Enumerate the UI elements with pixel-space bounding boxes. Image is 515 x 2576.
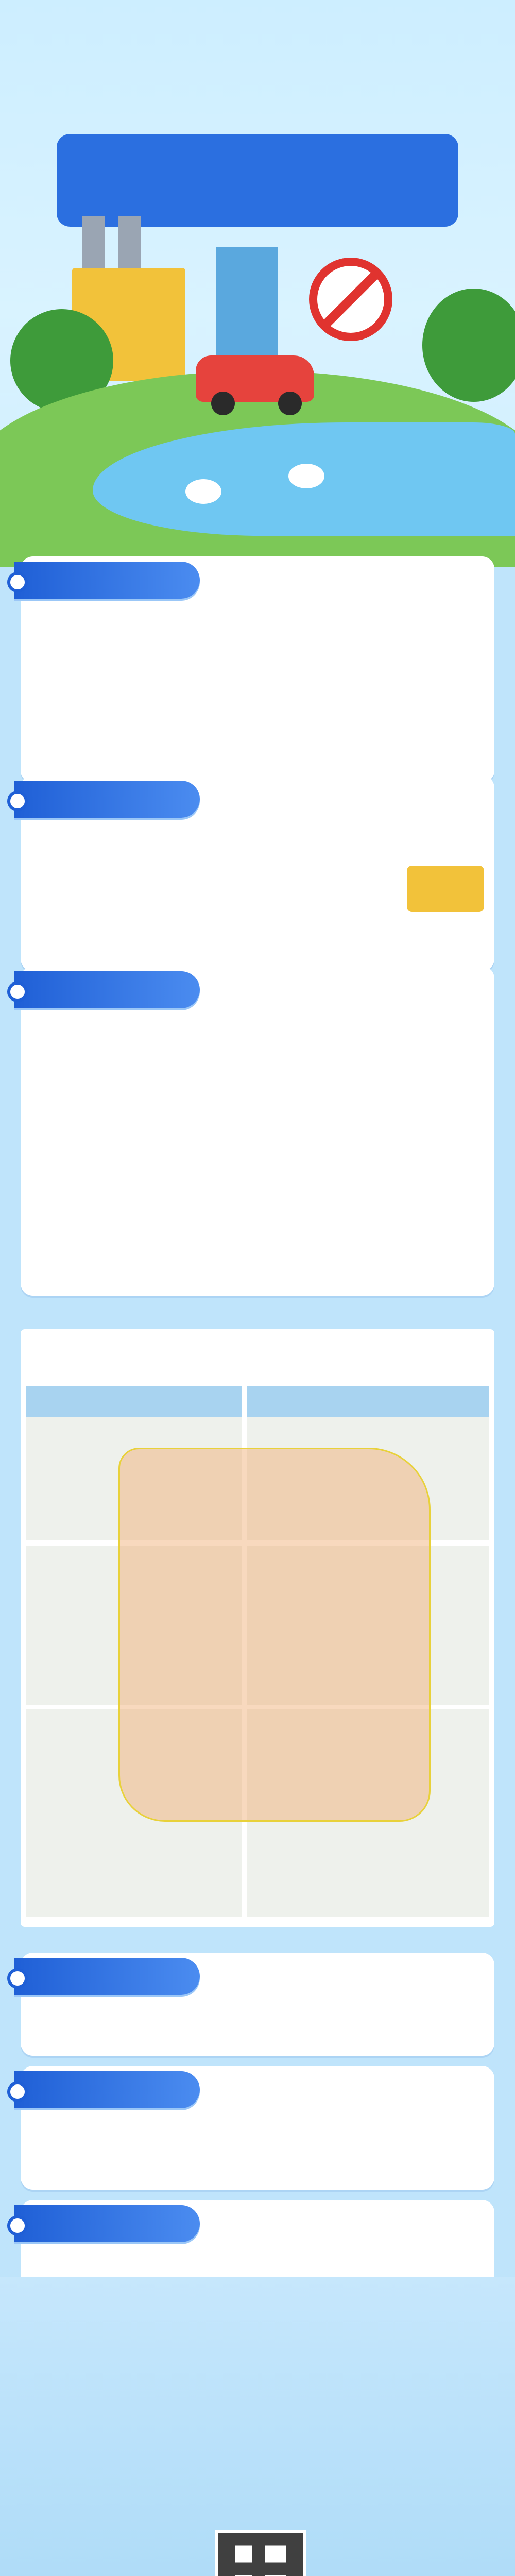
qr-code-icon[interactable] bbox=[215, 2530, 306, 2576]
section-card-areas bbox=[21, 966, 494, 1296]
car-wheel bbox=[278, 392, 302, 415]
no-vehicle-sign-icon bbox=[309, 258, 392, 341]
restricted-zone-overlay bbox=[118, 1448, 431, 1822]
duck-illustration bbox=[288, 464, 324, 488]
map-water bbox=[26, 1386, 489, 1417]
duck-illustration bbox=[185, 479, 221, 504]
notice-title-box bbox=[57, 134, 458, 227]
section-tab-areas bbox=[14, 971, 200, 1008]
section-tab-validity bbox=[14, 2205, 200, 2242]
restricted-area-map bbox=[26, 1386, 489, 1917]
car-wheel bbox=[211, 392, 235, 415]
section-tab-vehicles bbox=[14, 781, 200, 818]
truck-icon bbox=[407, 866, 484, 912]
hero-illustration bbox=[0, 0, 515, 567]
section-tab-penalty bbox=[14, 2071, 200, 2108]
section-tab-why bbox=[14, 562, 200, 599]
section-tab-time bbox=[14, 1958, 200, 1995]
tree-illustration bbox=[422, 289, 515, 402]
